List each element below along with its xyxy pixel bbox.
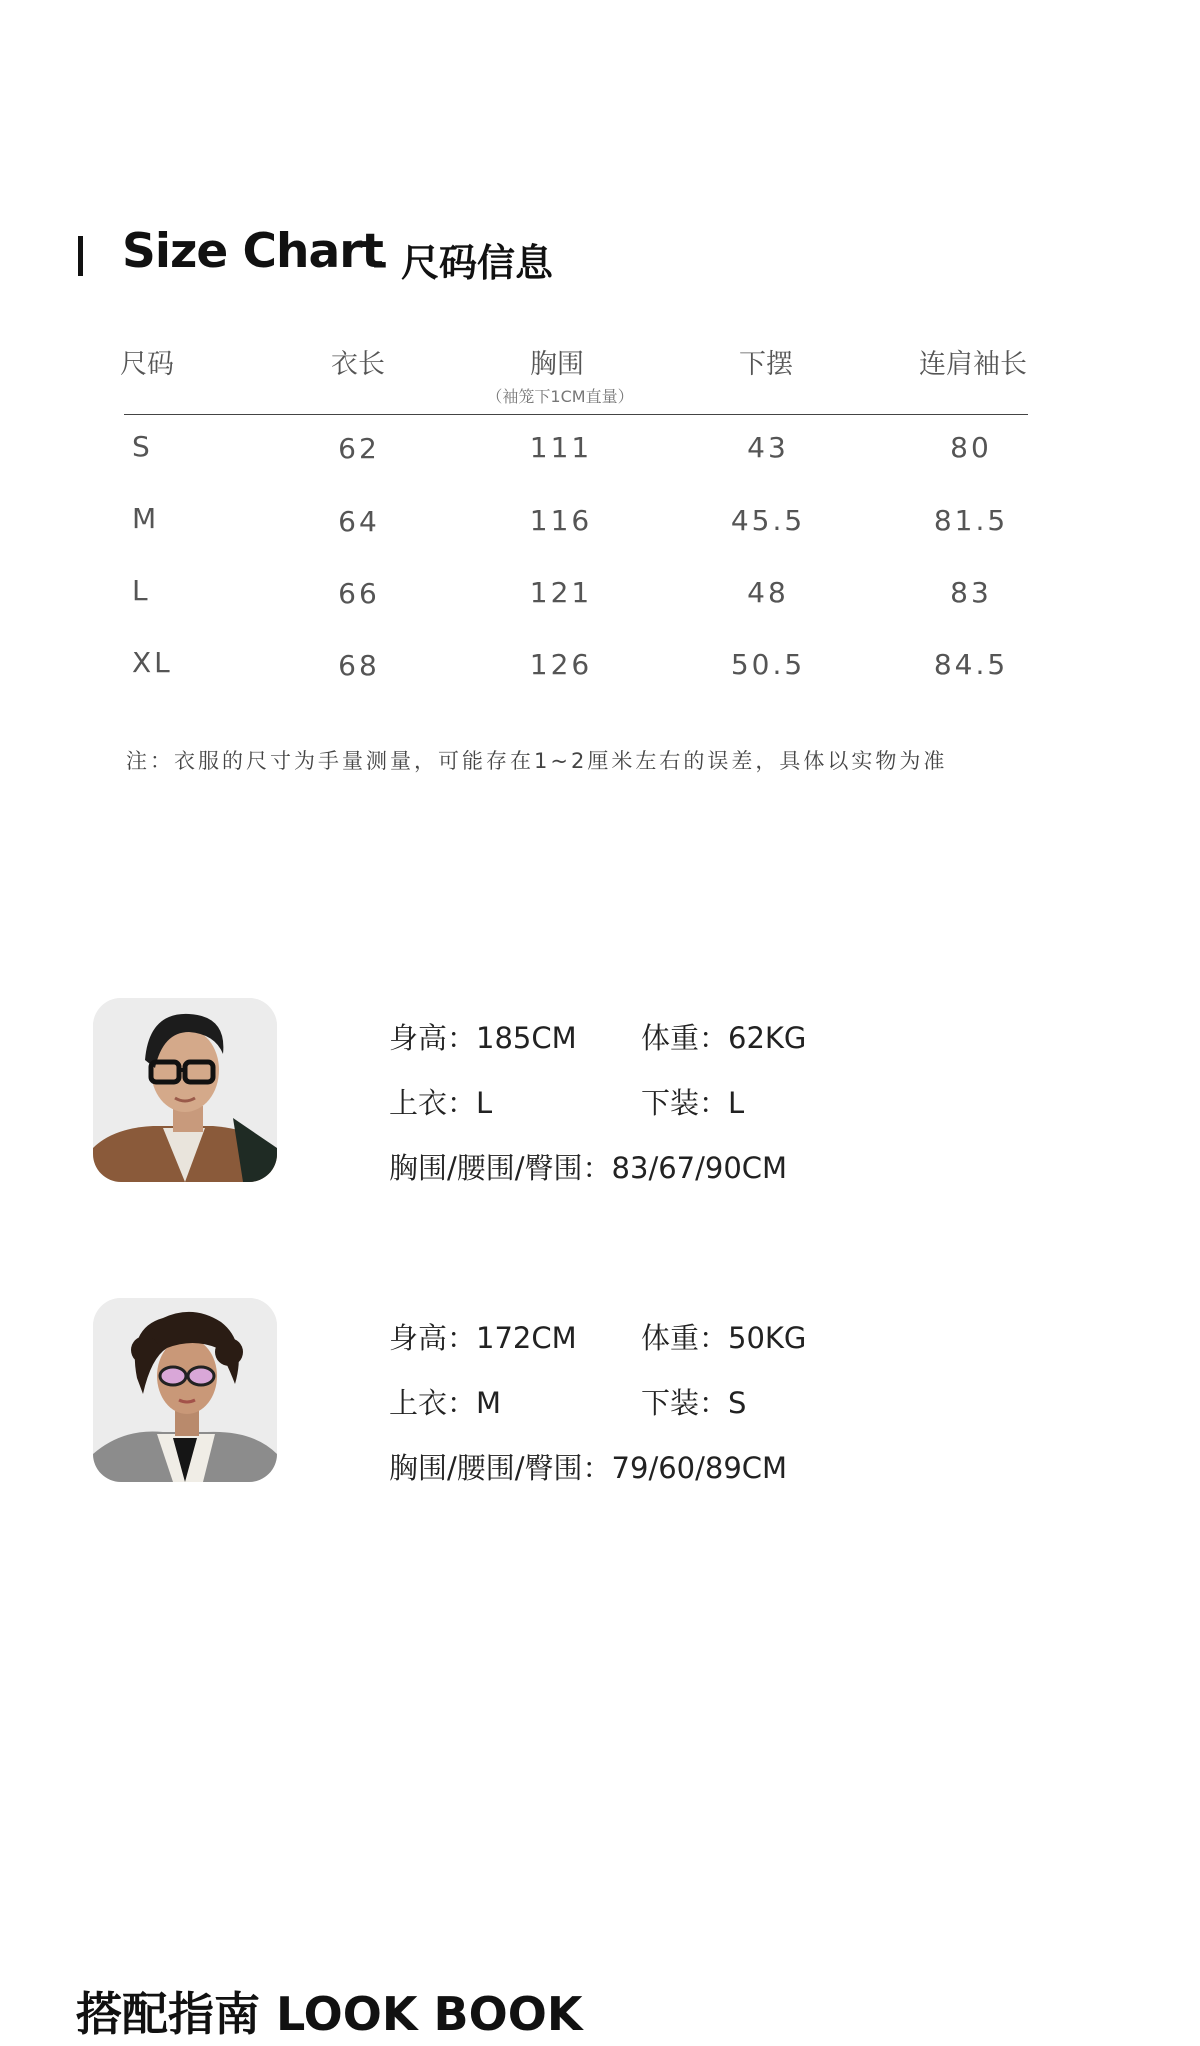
title-accent-bar	[78, 236, 83, 276]
cell-length: 68	[338, 649, 380, 682]
size-chart-subtitle: - 尺码信息	[372, 241, 554, 285]
model1-weight: 体重：62KG	[641, 1021, 807, 1055]
model2-measurements: 胸围/腰围/臀围：79/60/89CM	[389, 1451, 788, 1485]
cell-size: XL	[132, 646, 173, 679]
model2-weight: 体重：50KG	[641, 1321, 807, 1355]
cell-chest: 111	[529, 431, 593, 464]
header-sleeve: 连肩袖长	[919, 349, 1027, 380]
model1-measurements: 胸围/腰围/臀围：83/67/90CM	[389, 1151, 788, 1185]
header-divider	[124, 414, 1028, 415]
model2-bottom-size: 下装：S	[641, 1386, 747, 1420]
model-photo-female	[93, 1298, 277, 1482]
cell-sleeve: 83	[950, 576, 992, 609]
cell-sleeve: 80	[950, 431, 992, 464]
cell-length: 62	[338, 432, 380, 465]
measurement-note: 注：衣服的尺寸为手量测量，可能存在1~2厘米左右的误差，具体以实物为准	[126, 749, 948, 773]
cell-hem: 45.5	[730, 504, 806, 537]
model2-top-size: 上衣：M	[389, 1386, 502, 1420]
cell-chest: 126	[529, 648, 593, 681]
header-chest-note: （袖笼下1CM直量）	[486, 387, 634, 406]
header-hem: 下摆	[739, 349, 793, 380]
cell-length: 64	[338, 505, 380, 538]
header-chest: 胸围	[530, 349, 584, 380]
cell-hem: 48	[747, 576, 789, 609]
header-length: 衣长	[331, 349, 385, 380]
cell-size: S	[132, 430, 153, 463]
cell-length: 66	[338, 577, 380, 610]
size-chart-title: Size Chart	[122, 224, 383, 279]
model-photo-male	[93, 998, 277, 1182]
header-size: 尺码	[120, 349, 174, 380]
cell-hem: 43	[747, 431, 789, 464]
cell-chest: 116	[529, 504, 593, 537]
cell-sleeve: 84.5	[933, 648, 1009, 681]
model1-top-size: 上衣：L	[389, 1086, 493, 1120]
cell-chest: 121	[529, 576, 593, 609]
cell-size: L	[132, 574, 151, 607]
lookbook-heading: 搭配指南 LOOK BOOK	[76, 1987, 583, 2041]
model1-bottom-size: 下装：L	[641, 1086, 745, 1120]
cell-sleeve: 81.5	[933, 504, 1009, 537]
model1-height: 身高：185CM	[389, 1021, 577, 1055]
model2-height: 身高：172CM	[389, 1321, 577, 1355]
cell-hem: 50.5	[730, 648, 806, 681]
cell-size: M	[132, 502, 160, 535]
